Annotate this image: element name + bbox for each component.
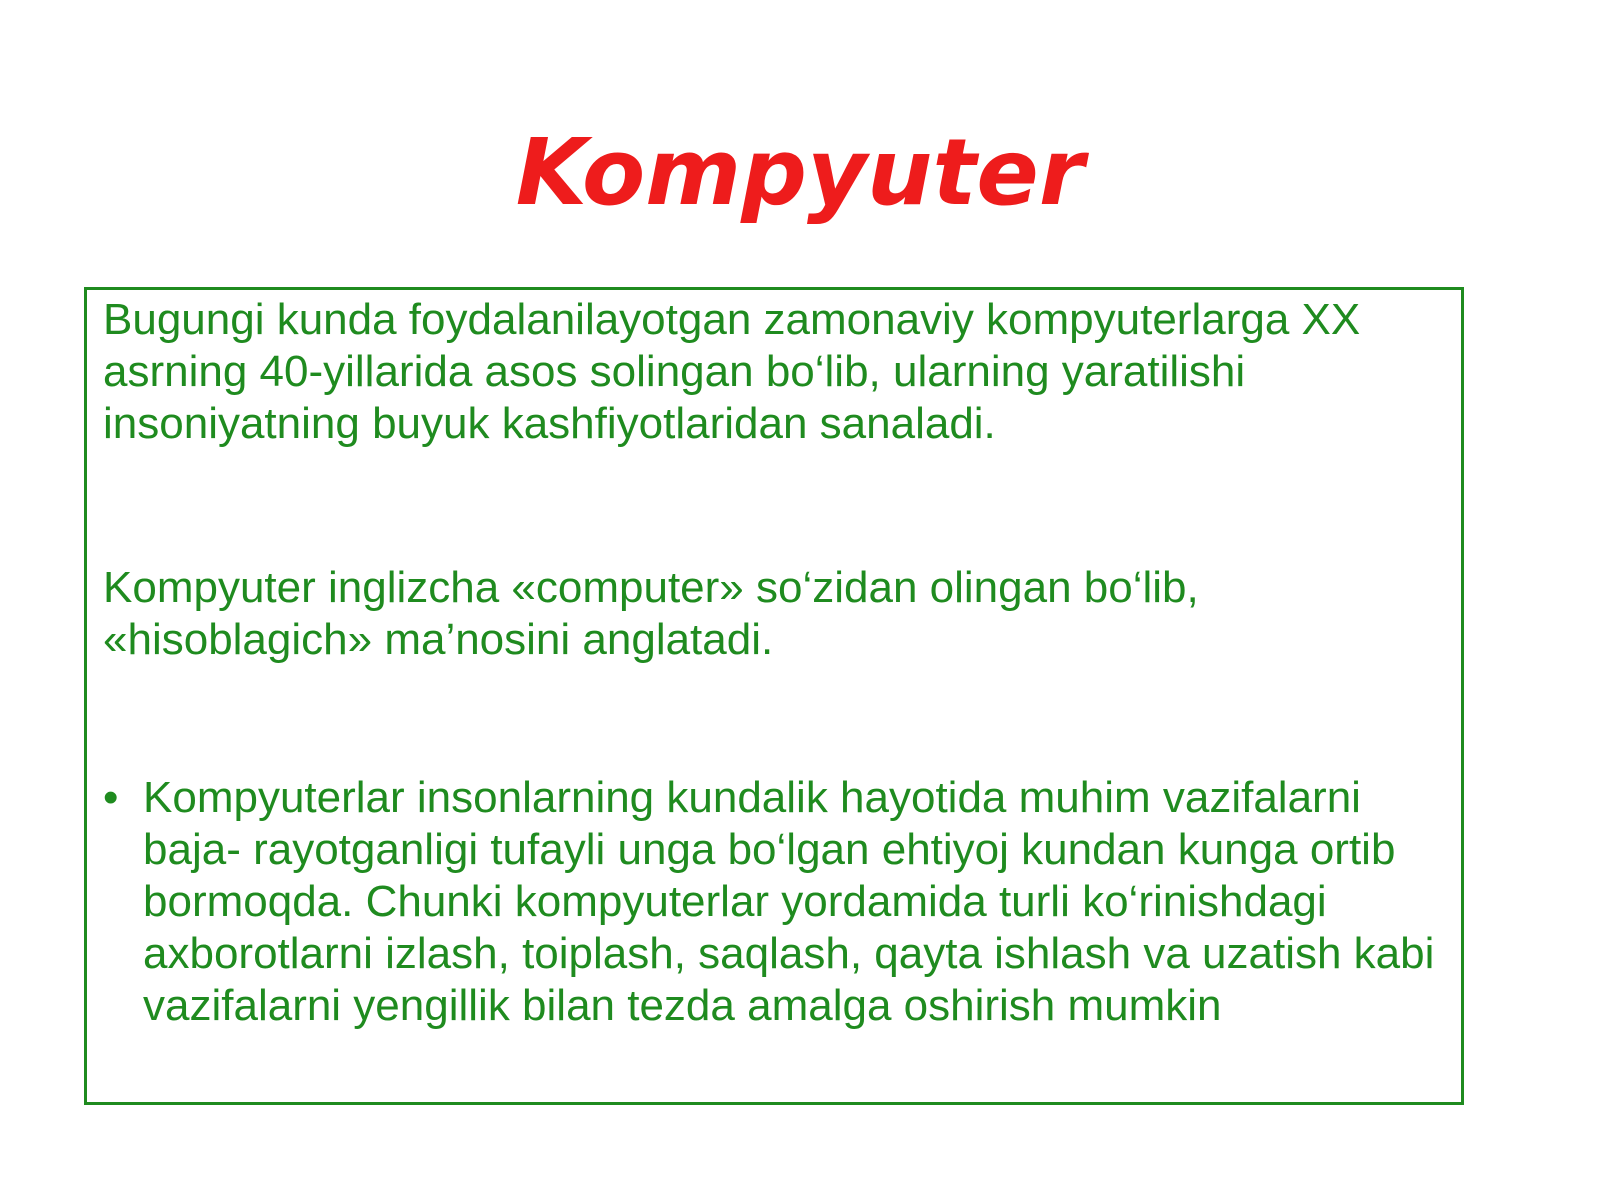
bullet-marker: • (103, 773, 119, 822)
bullet-text: Kompyuterlar insonlarning kundalik hayotida muhim vazifalarni baja- rayotganligi tufayli unga bo‘lgan ehtiyoj kundan kunga ortib bormoqda. Chunki kompyuterlar yordamida turli ko‘rinishdagi axborotlarni izlash, toiplash, saqlash, qayta ishlash va uzatish kabi vazifalarni yengillik bilan tezda amalga oshirish mumkin (143, 773, 1435, 1030)
content-box (84, 287, 1464, 1105)
paragraph-etymology: Kompyuter inglizcha «computer» so‘zidan olingan bo‘lib, «hisoblagich» ma’nosini anglatadi. (103, 563, 1199, 664)
bullet-item (103, 772, 1441, 1032)
slide-title: Kompyuter (515, 119, 1085, 226)
paragraph-intro: Bugungi kunda foydalanilayotgan zamonaviy kompyuterlarga XX asrning 40-yillarida asos solingan bo‘lib, ularning yaratilishi insoniyatning buyuk kashfiyotlaridan sanaladi. (103, 295, 1361, 448)
